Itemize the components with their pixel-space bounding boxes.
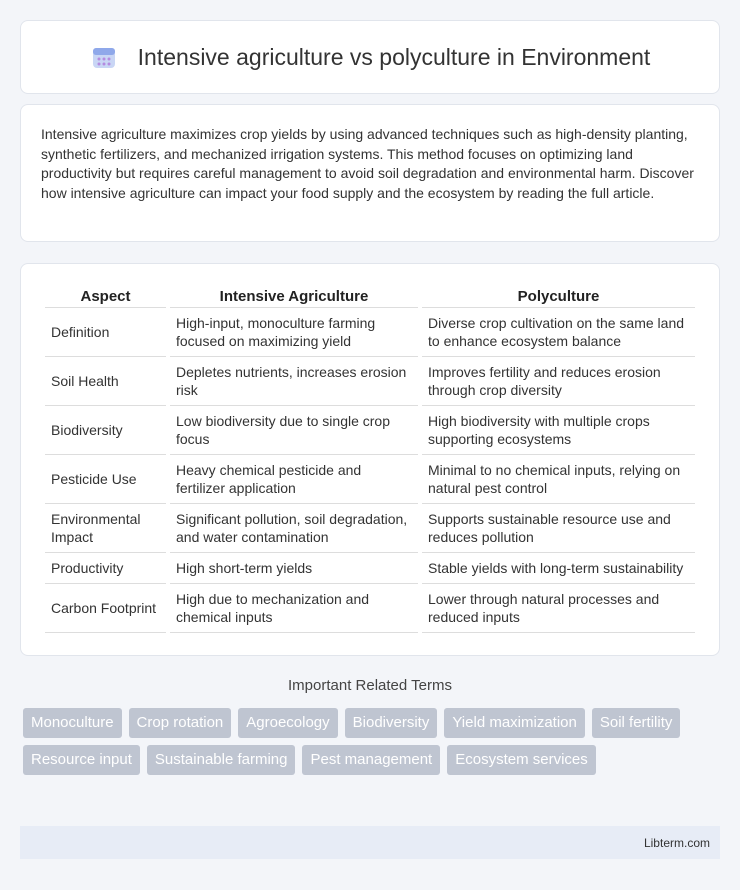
tag-soil-fertility[interactable]: Soil fertility (592, 708, 681, 738)
row-intensive: Low biodiversity due to single crop focus (170, 406, 418, 455)
row-polyculture: Minimal to no chemical inputs, relying on natural pest control (422, 455, 695, 504)
footer (20, 826, 720, 859)
row-intensive: High-input, monoculture farming focused on maximizing yield (170, 308, 418, 357)
table-header-row (45, 286, 695, 308)
row-polyculture: Stable yields with long-term sustainability (422, 553, 695, 584)
tag-pest-management[interactable]: Pest management (302, 745, 440, 775)
table-row (45, 406, 695, 455)
table-row (45, 357, 695, 406)
table-row (45, 455, 695, 504)
row-aspect: Definition (45, 308, 166, 357)
table-row (45, 553, 695, 584)
row-aspect: Pesticide Use (45, 455, 166, 504)
comparison-card (20, 263, 720, 656)
tag-crop-rotation[interactable]: Crop rotation (129, 708, 232, 738)
page-title: Intensive agriculture vs polyculture in Environment (137, 43, 651, 70)
row-aspect: Productivity (45, 553, 166, 584)
row-intensive: Heavy chemical pesticide and fertilizer application (170, 455, 418, 504)
row-intensive: High short-term yields (170, 553, 418, 584)
related-terms-list (23, 708, 723, 782)
row-aspect: Carbon Footprint (45, 584, 166, 633)
row-polyculture: Improves fertility and reduces erosion through crop diversity (422, 357, 695, 406)
row-polyculture: Supports sustainable resource use and reduces pollution (422, 504, 695, 553)
table-row (45, 584, 695, 633)
header-intensive: Intensive Agriculture (170, 286, 418, 308)
row-aspect: Environmental Impact (45, 504, 166, 553)
comparison-table (41, 286, 699, 633)
row-intensive: High due to mechanization and chemical inputs (170, 584, 418, 633)
tag-sustainable-farming[interactable]: Sustainable farming (147, 745, 296, 775)
row-polyculture: Diverse crop cultivation on the same land to enhance ecosystem balance (422, 308, 695, 357)
row-aspect: Soil Health (45, 357, 166, 406)
tag-agroecology[interactable]: Agroecology (238, 708, 337, 738)
header-card (20, 20, 720, 94)
row-aspect: Biodiversity (45, 406, 166, 455)
tag-resource-input[interactable]: Resource input (23, 745, 140, 775)
row-intensive: Significant pollution, soil degradation, and water contamination (170, 504, 418, 553)
header-aspect: Aspect (45, 286, 166, 308)
row-intensive: Depletes nutrients, increases erosion risk (170, 357, 418, 406)
tag-ecosystem-services[interactable]: Ecosystem services (447, 745, 596, 775)
tag-yield-maximization[interactable]: Yield maximization (444, 708, 585, 738)
row-polyculture: High biodiversity with multiple crops supporting ecosystems (422, 406, 695, 455)
table-row (45, 308, 695, 357)
header-polyculture: Polyculture (422, 286, 695, 308)
table-row (45, 504, 695, 553)
tag-monoculture[interactable]: Monoculture (23, 708, 122, 738)
tag-biodiversity[interactable]: Biodiversity (345, 708, 438, 738)
calendar-icon (90, 43, 118, 71)
intro-text: Intensive agriculture maximizes crop yields by using advanced techniques such as high-density planting, synthetic fertilizers, and mechanized irrigation systems. This method focuses on optimizing land productivity but requires careful management to avoid soil degradation and environmental harm. Discover how intensive agriculture can impact your food supply and the ecosystem by reading the full article. (41, 126, 694, 201)
intro-card (20, 104, 720, 242)
related-terms-title: Important Related Terms (288, 677, 452, 694)
row-polyculture: Lower through natural processes and reduced inputs (422, 584, 695, 633)
footer-brand[interactable]: Libterm.com (643, 835, 710, 850)
